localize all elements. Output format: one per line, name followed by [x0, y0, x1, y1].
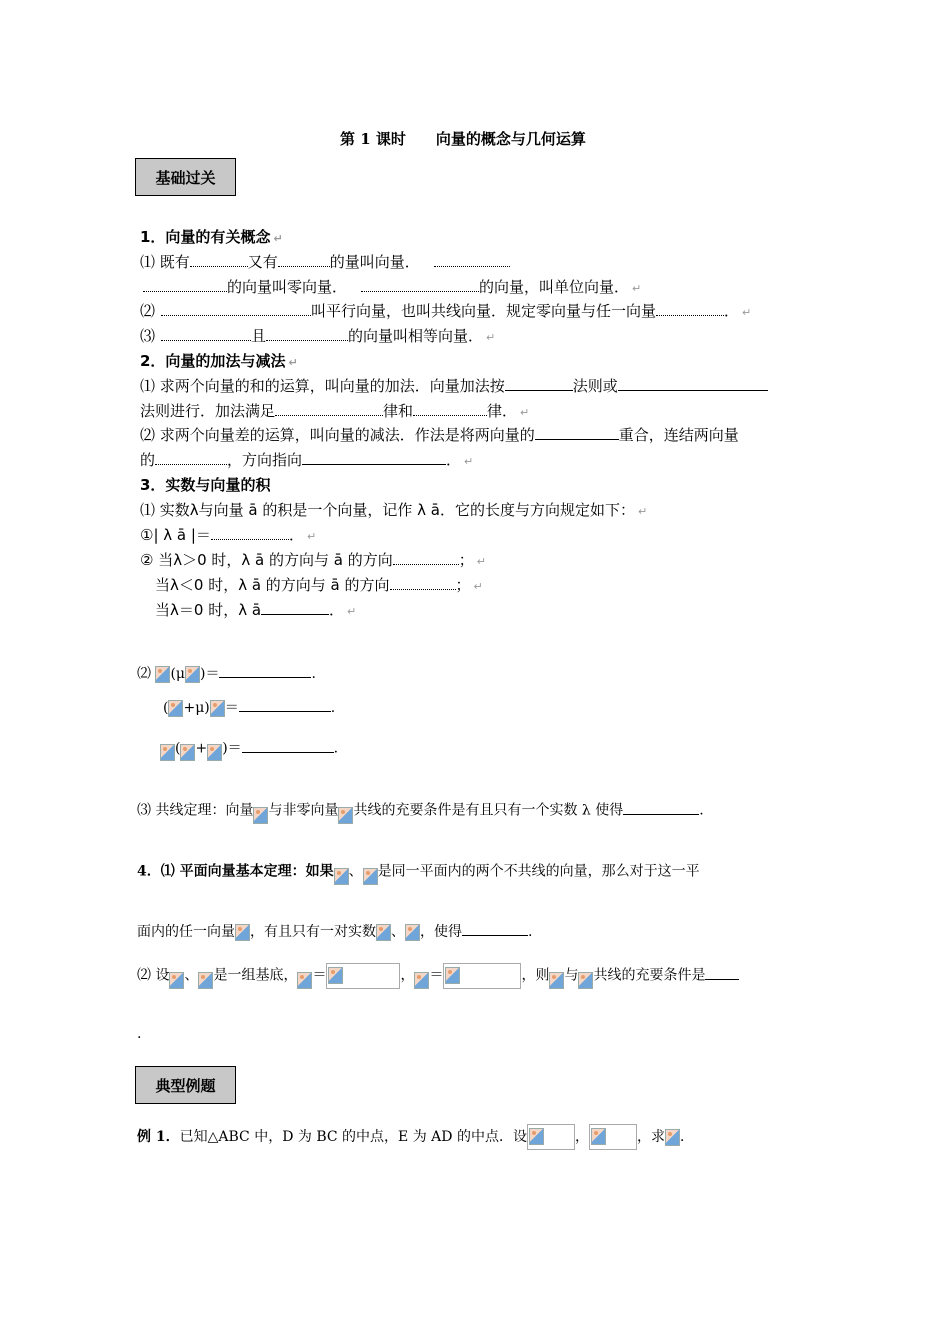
s3-line2: ①| λ ā |＝ ． ↵	[140, 526, 317, 544]
s2-line1: ⑴ 求两个向量的和的运算，叫向量的加法．向量加法按 法则或	[140, 375, 768, 396]
heading-3: 3．实数与向量的积	[140, 476, 271, 494]
example-1: 例 1．已知△ABC 中，D 为 BC 的中点，E 为 AD 的中点．设 ， ，求 ．	[137, 1124, 694, 1150]
vector-image-icon	[297, 972, 312, 989]
s1-line4: ⑶ 且 的向量叫相等向量． ↵	[140, 327, 496, 345]
s4-line1: 4．⑴ 平面向量基本定理：如果 、 是同一平面内的两个不共线的向量，那么对于这一平	[137, 858, 700, 885]
vector-image-icon	[334, 868, 349, 885]
s3-line1: ⑴ 实数λ与向量 ā 的积是一个向量，记作 λ ā．它的长度与方向规定如下： ↵	[140, 501, 648, 519]
formula-box	[443, 963, 521, 989]
s2-line2: 法则进行．加法满足 律和 律． ↵	[140, 402, 530, 420]
vector-image-icon	[363, 868, 378, 885]
formula-image-icon	[591, 1128, 606, 1145]
s3-line9: ⑶ 共线定理：向量 与非零向量 共线的充要条件是有且只有一个实数 λ 使得 .	[137, 797, 704, 824]
s1-line3: ⑵ 叫平行向量，也叫共线向量．规定零向量与任一向量 ． ↵	[140, 302, 752, 320]
vector-image-icon	[210, 700, 225, 717]
vector-image-icon	[155, 666, 170, 683]
vector-image-icon	[168, 700, 183, 717]
vector-image-icon	[207, 744, 222, 761]
section-header-examples	[135, 1066, 236, 1104]
section-header-basics	[135, 158, 236, 196]
vector-image-icon	[198, 972, 213, 989]
vector-image-icon	[665, 1129, 680, 1146]
s2-line4: 的 ，方向指向 ． ↵	[140, 451, 474, 469]
formula-box	[326, 963, 400, 989]
formula-image-icon	[529, 1128, 544, 1145]
vector-image-icon	[169, 972, 184, 989]
s3-line5: 当λ＝0 时，λ ā ． ↵	[140, 601, 357, 619]
s4-line4: .	[137, 1026, 142, 1042]
s3-line8: ( + )＝ .	[160, 736, 338, 761]
vector-image-icon	[578, 972, 593, 989]
s3-line6: ⑵ (μ )＝ .	[137, 663, 316, 683]
vector-image-icon	[180, 744, 195, 761]
vector-image-icon	[160, 744, 175, 761]
s4-line2: 面内的任一向量 ，有且只有一对实数 、 ，使得 .	[137, 921, 532, 941]
vector-image-icon	[549, 972, 564, 989]
s1-line2: 的向量叫零向量． 的向量，叫单位向量． ↵	[143, 276, 641, 297]
s2-line3: ⑵ 求两个向量差的运算，叫向量的减法．作法是将两向量的 重合，连结两向量	[140, 426, 739, 444]
page-title: 第 1 课时 向量的概念与几何运算	[340, 130, 586, 148]
vector-image-icon	[376, 924, 391, 941]
s3-line4: 当λ＜0 时，λ ā 的方向与 ā 的方向 ； ↵	[140, 576, 483, 594]
vector-image-icon	[235, 924, 250, 941]
s3-line7: ( +μ) ＝ .	[163, 697, 335, 717]
vector-image-icon	[253, 807, 268, 824]
s1-line1: ⑴ 既有 又有 的量叫向量．	[140, 251, 510, 272]
s3-line3: ② 当λ＞0 时，λ ā 的方向与 ā 的方向 ； ↵	[140, 551, 486, 569]
heading-1: 1．向量的有关概念 ↵	[140, 228, 283, 246]
vector-image-icon	[338, 807, 353, 824]
formula-box	[527, 1124, 575, 1150]
formula-box	[589, 1124, 637, 1150]
vector-image-icon	[414, 972, 429, 989]
s4-line3: ⑵ 设 、 是一组基底， ＝ ， ＝ ，则 与 共线的充要条件是	[137, 962, 739, 989]
formula-image-icon	[445, 967, 460, 984]
section-header-examples-label: 典型例题	[155, 1076, 216, 1095]
vector-image-icon	[405, 924, 420, 941]
formula-image-icon	[328, 967, 343, 984]
section-header-basics-label: 基础过关	[155, 168, 216, 187]
vector-image-icon	[185, 666, 200, 683]
heading-2: 2．向量的加法与减法 ↵	[140, 352, 298, 370]
